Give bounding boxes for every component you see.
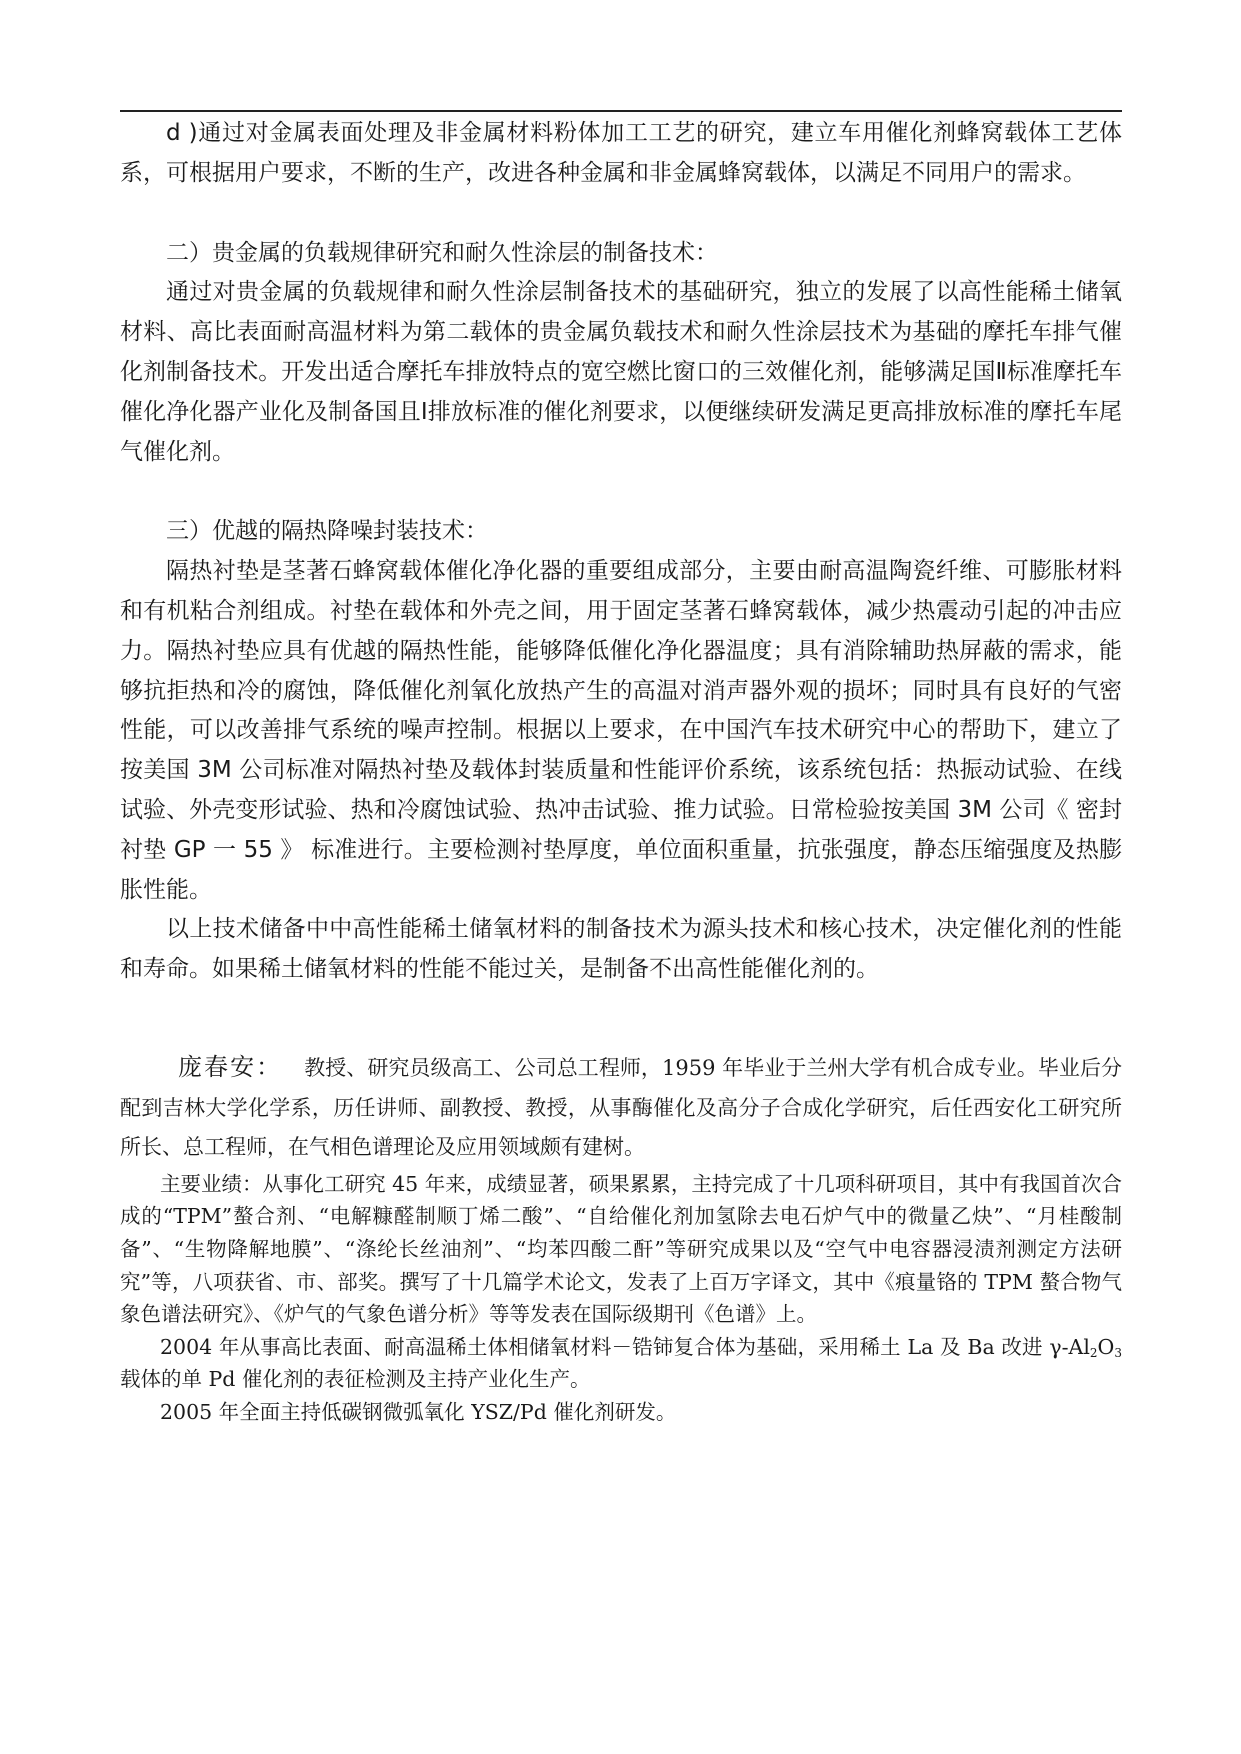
paragraph-achievements: 主要业绩：从事化工研究 45 年来，成绩显著，硕果累累，主持完成了十几项科研项目，其中有我国首次合成的“TPM”螯合剂、“电解糠醛制顺丁烯二酸”、“自给催化剂加氢除去电石炉气中的微量乙炔”、“月桂酸制备”、“生物降解地膜”、“涤纶长丝油剂”、“均苯四酸二酐”等研究成果以及“空气中电容器浸渍剂测定方法研究”等，八项获省、市、部奖。撰写了十几篇学术论文，发表了上百万字译文，其中《痕量铬的 TPM 螯合物气象色谱法研究》、《炉气的气象色谱分析》等等发表在国际级期刊《色谱》上。: [120, 1171, 1122, 1327]
subscript-3: 3: [1114, 1345, 1122, 1360]
header-rule: [120, 110, 1122, 112]
paragraph-honeycomb-carrier: d )通过对金属表面处理及非金属材料粉体加工工艺的研究，建立车用催化剂蜂窝载体工艺体系，可根据用户要求，不断的生产，改进各种金属和非金属蜂窝载体，以满足不同用户的需求。: [120, 120, 1122, 186]
subscript-2: 2: [1089, 1345, 1098, 1360]
biography-paragraph: [120, 1048, 1122, 1168]
biography-text: 教授、研究员级高工、公司总工程师，1959 年毕业于兰州大学有机合成专业。毕业后分配到吉林大学化学系，历任讲师、副教授、教授，从事酶催化及高分子合成化学研究，后任西安化工研究所所长、总工程师，在气相色谱理论及应用领域颇有建树。: [120, 1055, 1122, 1160]
text-2004-b: 载体的单 Pd 催化剂的表征检测及主持产业化生产。: [120, 1367, 591, 1392]
heading-insulation: 三）优越的隔热降噪封装技术：: [166, 518, 488, 545]
paragraph-insulation: 隔热衬垫是茎著石蜂窝载体催化净化器的重要组成部分，主要由耐高温陶瓷纤维、可膨胀材料和有机粘合剂组成。衬垫在载体和外壳之间，用于固定茎著石蜂窝载体，减少热震动引起的冲击应力。隔热衬垫应具有优越的隔热性能，能够降低催化净化器温度；具有消除辅助热屏蔽的需求，能够抗拒热和冷的腐蚀，降低催化剂氧化放热产生的高温对消声器外观的损坏；同时具有良好的气密性能，可以改善排气系统的噪声控制。根据以上要求，在中国汽车技术研究中心的帮助下，建立了按美国 3M 公司标准对隔热衬垫及载体封装质量和性能评价系统，该系统包括：热振动试验、在线试验、外壳变形试验、热和冷腐蚀试验、热冲击试验、推力试验。日常检验按美国 3M 公司《 密封衬垫 GP 一 55 》 标准进行。主要检测衬垫厚度，单位面积重量，抗张强度，静态压缩强度及热膨胀性能。: [120, 558, 1122, 903]
heading-precious-metal: 二）贵金属的负载规律研究和耐久性涂层的制备技术：: [166, 239, 718, 266]
document-body: [120, 114, 1122, 1428]
paragraph-2004: [120, 1331, 1122, 1396]
text-o: O: [1097, 1334, 1115, 1359]
paragraph-precious-metal: 通过对贵金属的负载规律和耐久性涂层制备技术的基础研究，独立的发展了以高性能稀土储氧材料、高比表面耐高温材料为第二载体的贵金属负载技术和耐久性涂层技术为基础的摩托车排气催化剂制备技术。开发出适合摩托车排放特点的宽空燃比窗口的三效催化剂，能够满足国Ⅱ标准摩托车催化净化器产业化及制备国且Ⅰ排放标准的催化剂要求，以便继续研发满足更高排放标准的摩托车尾气催化剂。: [120, 279, 1122, 465]
text-2004-a: 2004 年从事高比表面、耐高温稀土体相储氧材料－锆铈复合体为基础，采用稀土 La 及 Ba 改进 γ-Al: [160, 1334, 1090, 1359]
paragraph-summary: 以上技术储备中中高性能稀土储氧材料的制备技术为源头技术和核心技术，决定催化剂的性能和寿命。如果稀土储氧材料的性能不能过关，是制备不出高性能催化剂的。: [120, 916, 1122, 983]
paragraph-2005: 2005 年全面主持低碳钢微弧氧化 YSZ/Pd 催化剂研发。: [160, 1399, 677, 1424]
person-name: 庞春安：: [178, 1052, 283, 1081]
